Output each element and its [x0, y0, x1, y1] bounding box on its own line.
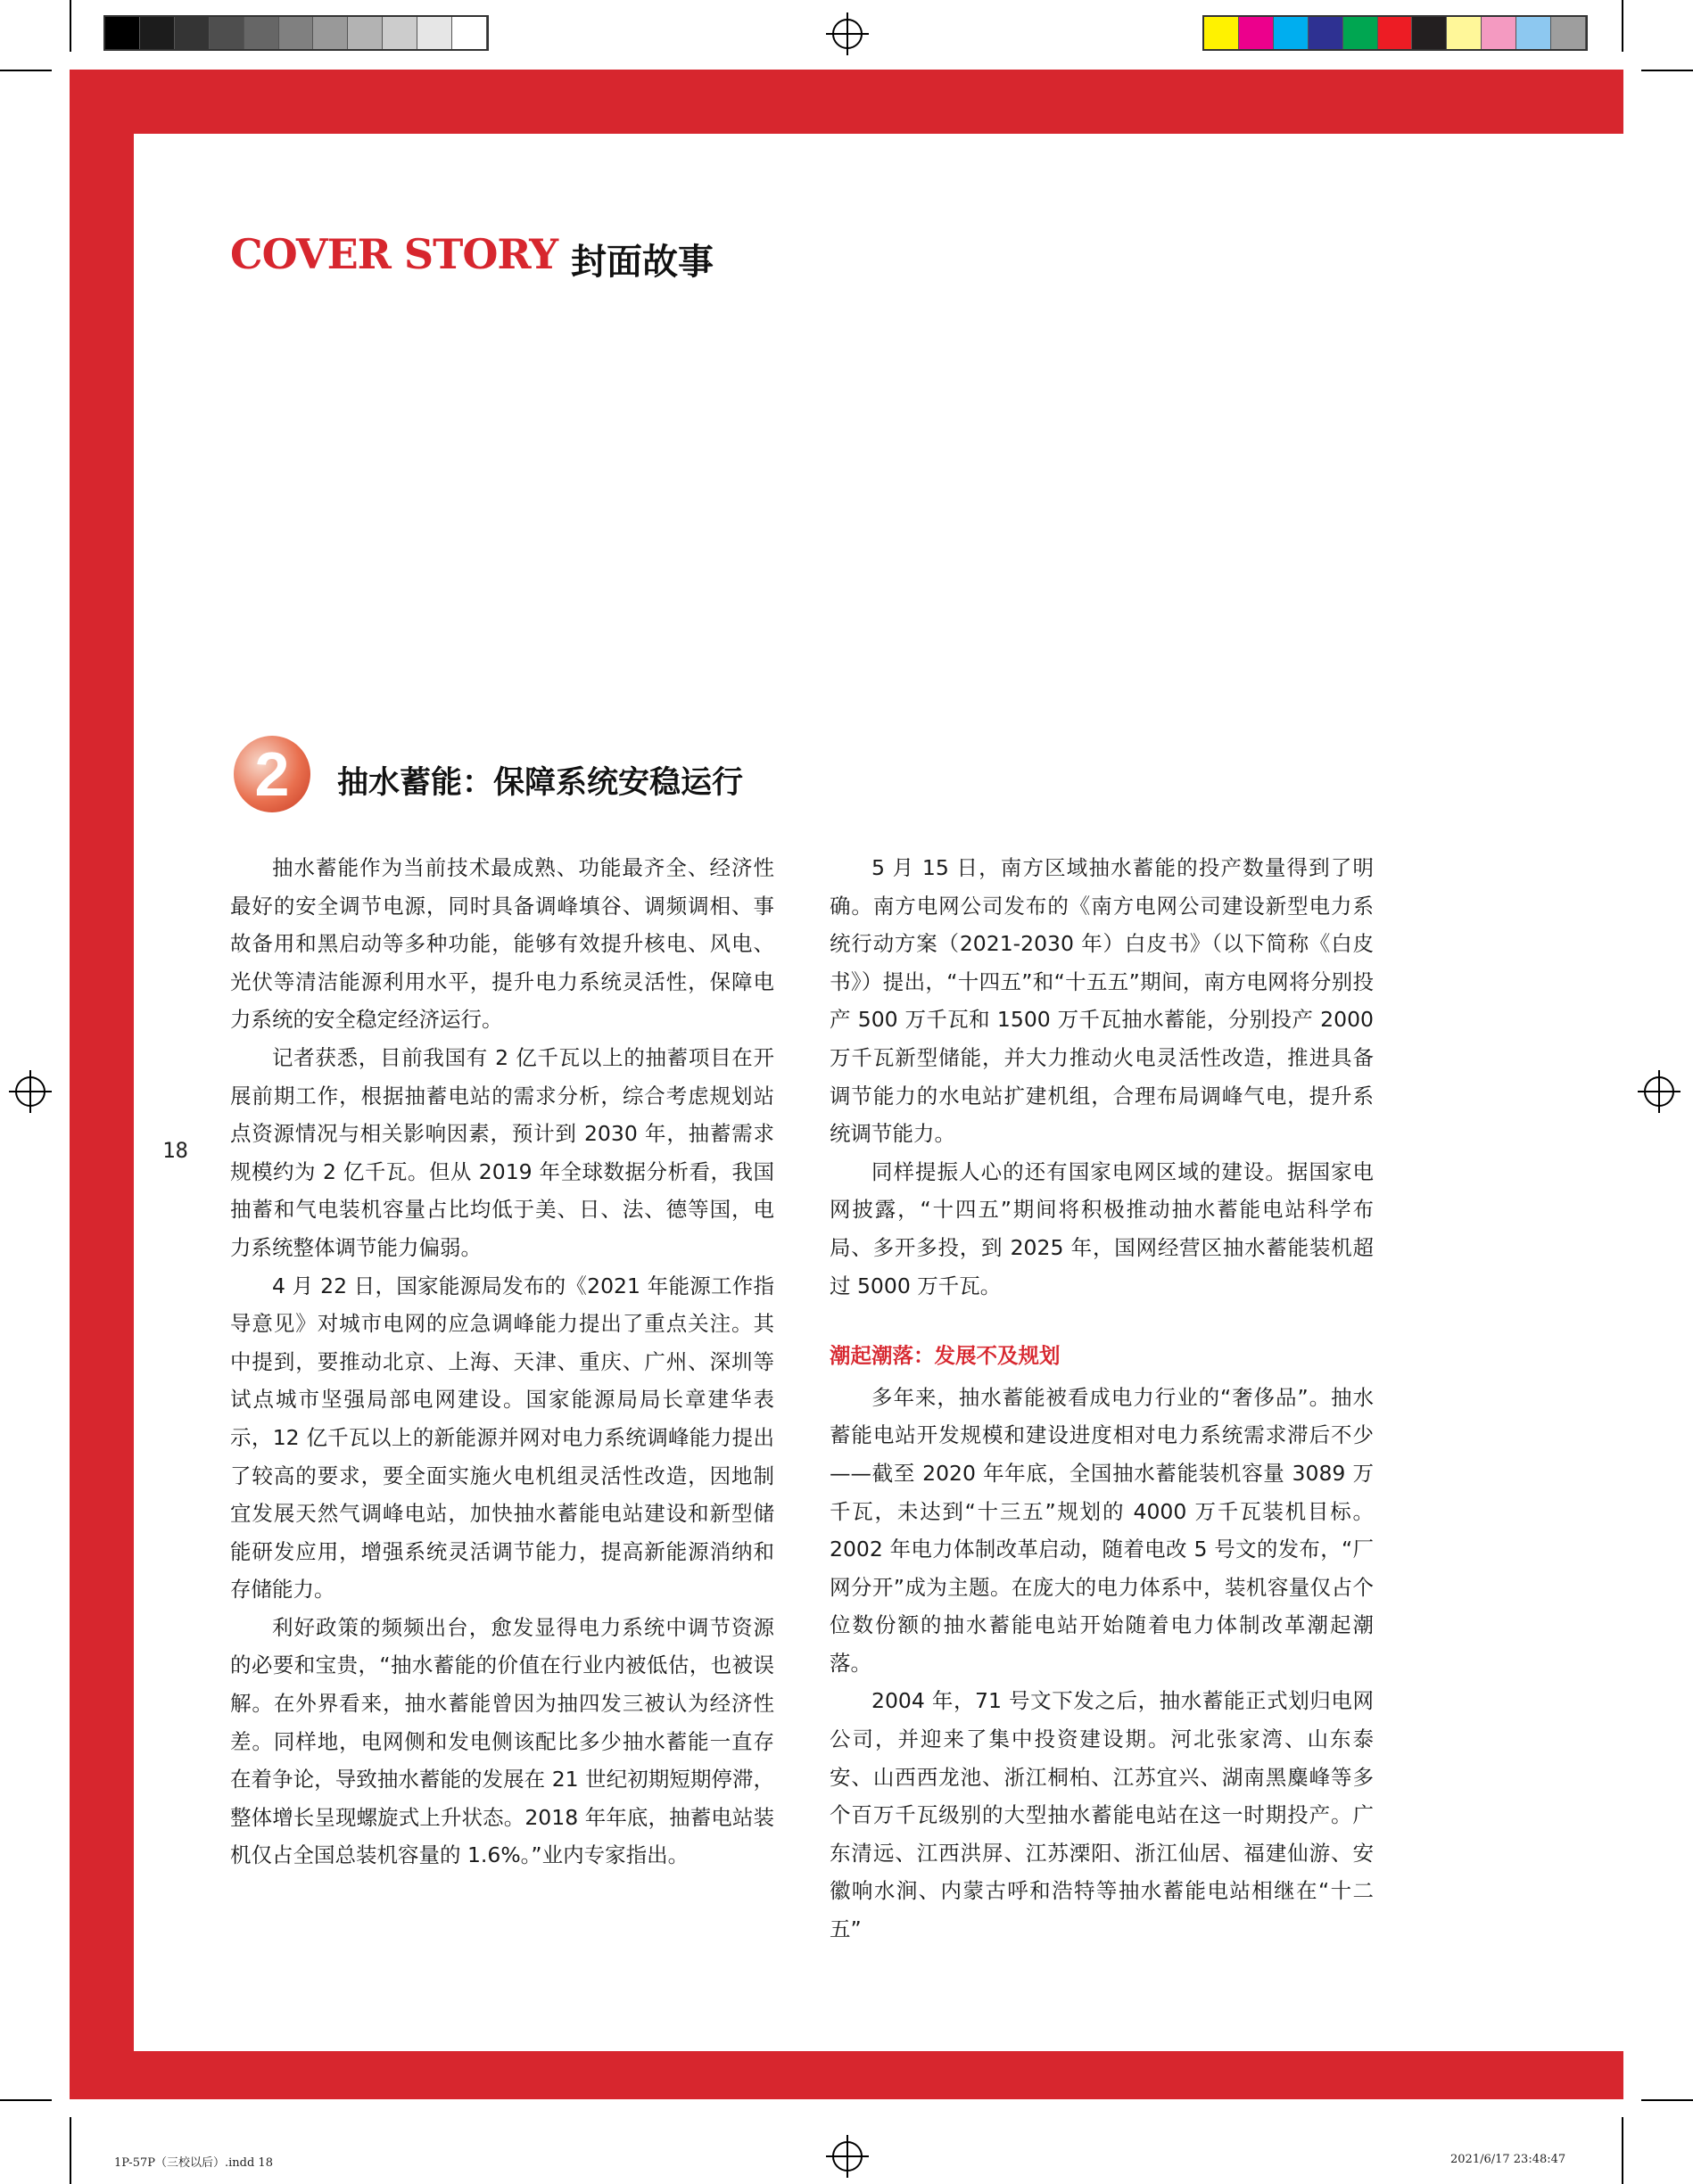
body-paragraph: 抽水蓄能作为当前技术最成熟、功能最齐全、经济性最好的安全调节电源，同时具备调峰填谷、调频调相、事故备用和黑启动等多种功能，能够有效提升核电、风电、光伏等清洁能源利用水平，提升电力系统灵活性，保障电力系统的安全稳定经济运行。 [230, 855, 774, 1033]
color-swatch [1412, 17, 1447, 49]
red-frame-left [70, 70, 134, 2069]
cover-story-label-cn: 封面故事 [571, 242, 714, 283]
gray-swatch [417, 17, 452, 49]
cover-story-label: COVER STORY [230, 230, 558, 278]
color-swatch [1516, 17, 1551, 49]
gray-swatch [175, 17, 210, 49]
left-column [230, 849, 774, 1875]
crop-mark-bl-h [0, 2099, 52, 2101]
gray-swatch [210, 17, 244, 49]
registration-mark-bottom [826, 2135, 869, 2178]
color-swatch [1482, 17, 1516, 49]
file-slug: 1P-57P（三校以后）.indd 18 [114, 2156, 273, 2170]
gray-swatch [348, 17, 383, 49]
gray-swatch [140, 17, 175, 49]
gray-swatch [313, 17, 348, 49]
process-color-bar [1202, 15, 1588, 51]
registration-mark-left [9, 1070, 52, 1113]
body-paragraph: 4 月 22 日，国家能源局发布的《2021 年能源工作指导意见》对城市电网的应急调峰能力提出了重点关注。其中提到，要推动北京、上海、天津、重庆、广州、深圳等试点城市坚强局部电网建设。国家能源局局长章建华表示，12 亿千瓦以上的新能源并网对电力系统调峰能力提出了较高的要求，要全面实施火电机组灵活性改造，因地制宜发展天然气调峰电站，加快抽水蓄能电站建设和新型储能研发应用，增强系统灵活调节能力，提高新能源消纳和存储能力。 [230, 1273, 774, 1603]
section-title: 抽水蓄能：保障系统安稳运行 [337, 765, 744, 801]
crop-mark-br-v [1622, 2117, 1623, 2184]
color-swatch [1274, 17, 1309, 49]
body-paragraph: 5 月 15 日，南方区域抽水蓄能的投产数量得到了明确。南方电网公司发布的《南方电网公司建设新型电力系统行动方案（2021-2030 年）白皮书》（以下简称《白皮书》）提出，“十四五”和“十五五”期间，南方电网将分别投产 500 万千瓦和 1500 万千瓦抽水蓄能，分别投产 2000 万千瓦新型储能，并大力推动火电灵活性改造，推进具备调节能力的水电站扩建机组，合理布局调峰气电，提升系统调节能力。 [830, 855, 1374, 1147]
color-swatch [1309, 17, 1343, 49]
color-swatch [1378, 17, 1413, 49]
crop-mark-tr-v [1622, 0, 1623, 52]
gray-swatch [244, 17, 279, 49]
gray-swatch [279, 17, 314, 49]
red-frame-bottom [70, 2051, 1623, 2099]
color-swatch [1551, 17, 1586, 49]
gray-swatch [383, 17, 417, 49]
color-swatch [1343, 17, 1378, 49]
subheading: 潮起潮落：发展不及规划 [830, 1343, 1061, 1369]
body-paragraph: 利好政策的频频出台，愈发显得电力系统中调节资源的必要和宝贵，“抽水蓄能的价值在行业内被低估，也被误解。在外界看来，抽水蓄能曾因为抽四发三被认为经济性差。同样地，电网侧和发电侧该配比多少抽水蓄能一直存在着争论，导致抽水蓄能的发展在 21 世纪初期短期停滞，整体增长呈现螺旋式上升状态。2018 年年底，抽蓄电站装机仅占全国总装机容量的 1.6%。”业内专家指出。 [230, 1614, 774, 1868]
red-frame-right [1559, 70, 1623, 134]
gray-swatch [452, 17, 487, 49]
crop-mark-tl-v [70, 0, 71, 52]
color-swatch [1447, 17, 1482, 49]
registration-mark-right [1638, 1070, 1681, 1113]
body-paragraph: 同样提振人心的还有国家电网区域的建设。据国家电网披露，“十四五”期间将积极推动抽水蓄能电站科学布局、多开多投，到 2025 年，国网经营区抽水蓄能装机超过 5000 万千瓦。 [830, 1158, 1374, 1298]
color-swatch [1204, 17, 1239, 49]
right-column [830, 849, 1374, 1949]
grayscale-color-bar [103, 15, 489, 51]
body-paragraph: 记者获悉，目前我国有 2 亿千瓦以上的抽蓄项目在开展前期工作，根据抽蓄电站的需求分析，综合考虑规划站点资源情况与相关影响因素，预计到 2030 年，抽蓄需求规模约为 2 亿千瓦。但从 2019 年全球数据分析看，我国抽蓄和气电装机容量占比均低于美、日、法、德等国，电力系统整体调节能力偏弱。 [230, 1044, 774, 1260]
body-paragraph: 2004 年，71 号文下发之后，抽水蓄能正式划归电网公司，并迎来了集中投资建设期。河北张家湾、山东泰安、山西西龙池、浙江桐柏、江苏宜兴、湖南黑麋峰等多个百万千瓦级别的大型抽水蓄能电站在这一时期投产。广东清远、江西洪屏、江苏溧阳、浙江仙居、福建仙游、安徽响水涧、内蒙古呼和浩特等抽水蓄能电站相继在“十二五” [830, 1688, 1374, 1942]
section-number-badge: 2 [234, 736, 310, 812]
crop-mark-tl-h [0, 70, 52, 71]
body-paragraph: 多年来，抽水蓄能被看成电力行业的“奢侈品”。抽水蓄能电站开发规模和建设进度相对电力系统需求滞后不少——截至 2020 年年底，全国抽水蓄能装机容量 3089 万千瓦，未达到“十三五”规划的 4000 万千瓦装机目标。2002 年电力体制改革启动，随着电改 5 号文的发布，“厂网分开”成为主题。在庞大的电力体系中，装机容量仅占个位数份额的抽水蓄能电站开始随着电力体制改革潮起潮落。 [830, 1384, 1374, 1676]
page-number: 18 [162, 1138, 188, 1163]
crop-mark-bl-v [70, 2117, 71, 2184]
registration-mark-top [826, 12, 869, 55]
print-timestamp: 2021/6/17 23:48:47 [1450, 2153, 1566, 2166]
red-frame-top [70, 70, 1623, 134]
color-swatch [1239, 17, 1274, 49]
gray-swatch [105, 17, 140, 49]
crop-mark-br-h [1641, 2099, 1693, 2101]
crop-mark-tr-h [1641, 70, 1693, 71]
